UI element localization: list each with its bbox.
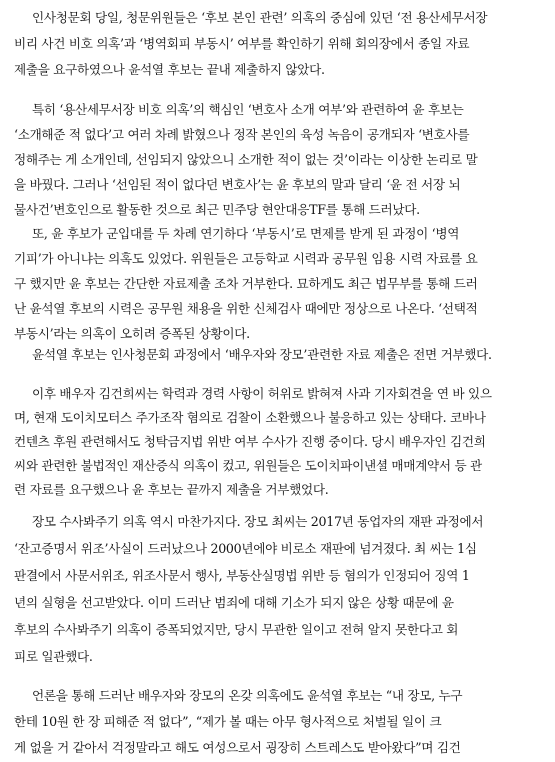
paragraph-line: 특히 ‘용산세무서장 비호 의혹’의 핵심인 ‘변호사 소개 여부’와 관련하여 윤 후보는 bbox=[32, 102, 464, 117]
paragraph-line: 구 했지만 윤 후보는 간단한 자료제출 조차 거부한다. 묘하게도 최근 법무부를 통해 드러 bbox=[14, 276, 478, 291]
paragraph-line: 제출을 요구하였으나 윤석열 후보는 끝내 제출하지 않았다. bbox=[14, 62, 325, 77]
paragraph-line: 윤석열 후보는 인사청문회 과정에서 ‘배우자와 장모’관련한 자료 제출은 전면 거부했다. bbox=[32, 347, 492, 362]
paragraph-line: 한테 10원 한 장 피해준 적 없다”, “제가 볼 때는 아무 형사적으로 처벌될 일이 크 bbox=[14, 714, 442, 729]
paragraph-line: 물사건’변호인으로 활동한 것으로 최근 민주당 현안대응TF를 통해 드러났다. bbox=[14, 202, 420, 217]
paragraph-line: 컨텐츠 후원 관련해서도 청탁금지법 위반 여부 수사가 진행 중이다. 당시 배우자인 김건희 bbox=[14, 434, 486, 449]
paragraph-line: 부동시’라는 의혹이 오히려 증폭된 상황이다. bbox=[14, 326, 250, 341]
paragraph-line: 장모 수사봐주기 의혹 역시 마찬가지다. 장모 최씨는 2017년 동업자의 재판 과정에서 bbox=[32, 514, 484, 529]
paragraph-line: 인사청문회 당일, 청문위원들은 ‘후보 본인 관련’ 의혹의 중심에 있던 ‘전 용산세무서장 bbox=[32, 10, 488, 25]
paragraph-line: ‘잔고증명서 위조’사실이 드러났으나 2000년에야 비로소 재판에 넘겨졌다. 최 씨는 1심 bbox=[14, 541, 477, 556]
paragraph-line: 기피’가 아니냐는 의혹도 있었다. 위원들은 고등학교 시력과 공무원 임용 시력 자료를 요 bbox=[14, 251, 478, 266]
paragraph-line: ‘소개해준 적 없다’고 여러 차례 밝혔으나 정작 본인의 육성 녹음이 공개되자 ‘변호사를 bbox=[14, 127, 470, 142]
paragraph-line: 판결에서 사문서위조, 위조사문서 행사, 부동산실명법 위반 등 혐의가 인정되어 징역 1 bbox=[14, 568, 470, 583]
paragraph-line: 년의 실형을 선고받았다. 이미 드러난 범죄에 대해 기소가 되지 않은 상황 때문에 윤 bbox=[14, 595, 454, 610]
paragraph-line: 이후 배우자 김건희씨는 학력과 경력 사항이 허위로 밝혀져 사과 기자회견을 연 바 있으 bbox=[32, 386, 492, 401]
paragraph-line: 또, 윤 후보가 군입대를 두 차례 연기하다 ‘부동시’로 면제를 받게 된 과정이 ‘병역 bbox=[32, 226, 460, 241]
paragraph-line: 며, 현재 도이치모터스 주가조작 혐의로 검찰이 소환했으나 불응하고 있는 상태다. 코바나 bbox=[14, 410, 486, 425]
paragraph-line: 언론을 통해 드러난 배우자와 장모의 온갖 의혹에도 윤석열 후보는 “내 장모, 누구 bbox=[32, 688, 463, 703]
paragraph-line: 을 바꿨다. 그러나 ‘선임된 적이 없다던 변호사’는 윤 후보의 말과 달리 ‘윤 전 서장 뇌 bbox=[14, 177, 461, 192]
paragraph-line: 후보의 수사봐주기 의혹이 증폭되었지만, 당시 무관한 일이고 전혀 알지 못한다고 회 bbox=[14, 622, 459, 637]
paragraph-line: 게 없을 거 같아서 걱정말라고 해도 여성으로서 굉장히 스트레스도 받아왔다”며 김건 bbox=[14, 740, 461, 755]
paragraph-line: 씨와 관련한 불법적인 재산증식 의혹이 컸고, 위원들은 도이치파이낸셜 매매계약서 등 관 bbox=[14, 458, 482, 473]
paragraph-line: 비리 사건 비호 의혹’과 ‘병역회피 부동시’ 여부를 확인하기 위해 회의장에서 종일 자료 bbox=[14, 36, 470, 51]
paragraph-line: 난 윤석열 후보의 시력은 공무원 채용을 위한 신체검사 때에만 정상으로 나온다. ‘선택적 bbox=[14, 301, 478, 316]
paragraph-line: 련 자료를 요구했으나 윤 후보는 끝까지 제출을 거부했었다. bbox=[14, 482, 329, 497]
paragraph-line: 피로 일관했다. bbox=[14, 649, 93, 664]
paragraph-line: 정해주는 게 소개인데, 선임되지 않았으니 소개한 적이 없는 것’이라는 이상한 논리로 말 bbox=[14, 152, 478, 167]
